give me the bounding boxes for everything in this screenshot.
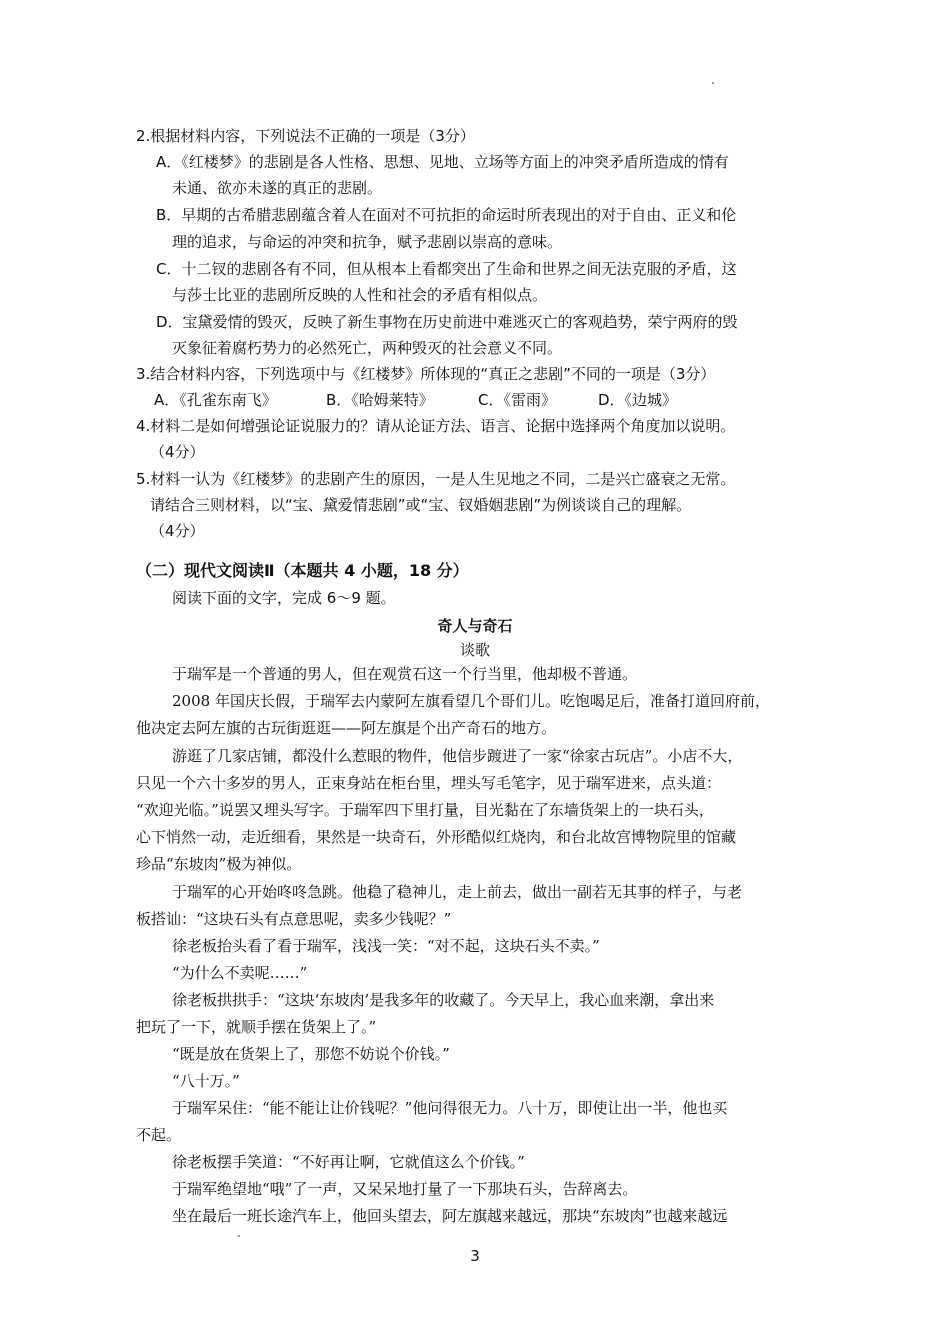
q2-option-d-line1: D．宝黛爱情的毁灭，反映了新生事物在历史前进中难逃灭亡的客观趋势，荣宁两府的毁 xyxy=(156,313,738,331)
q3-option-c: C．《雷雨》 xyxy=(478,391,556,409)
q5-line3: （4分） xyxy=(150,522,205,540)
story-line: 2008 年国庆长假，于瑞军去内蒙阿左旗看望几个哥们儿。吃饱喝足后，准备打道回府前， xyxy=(172,692,770,710)
section-instruction: 阅读下面的文字，完成 6～9 题。 xyxy=(172,589,396,607)
story-line: 徐老板抬头看了看于瑞军，浅浅一笑：“对不起，这块石头不卖。” xyxy=(172,937,600,955)
page-number: 3 xyxy=(470,1247,480,1265)
q2-stem: 2.根据材料内容，下列说法不正确的一项是（3分） xyxy=(136,127,475,145)
story-title: 奇人与奇石 xyxy=(437,617,513,635)
q3-option-d: D．《边城》 xyxy=(598,391,678,409)
story-line: 板搭讪：“这块石头有点意思呢，卖多少钱呢？” xyxy=(136,910,452,928)
scan-dot-top xyxy=(712,82,714,84)
story-line: “为什么不卖呢……” xyxy=(172,964,308,982)
story-line: 游逛了几家店铺，都没什么惹眼的物件，他信步踱进了一家“徐家古玩店”。小店不大， xyxy=(172,747,743,765)
q3-stem: 3.结合材料内容，下列选项中与《红楼梦》所体现的“真正之悲剧”不同的一项是（3分） xyxy=(136,365,716,383)
story-line: 不起。 xyxy=(136,1126,182,1144)
story-author: 谈歌 xyxy=(459,641,490,659)
q2-option-c-line2: 与莎士比亚的悲剧所反映的人性和社会的矛盾有相似点。 xyxy=(172,286,548,304)
story-line: 坐在最后一班长途汽车上，他回头望去，阿左旗越来越远，那块“东坡肉”也越来越远 xyxy=(172,1207,728,1225)
q2-option-b-line2: 理的追求，与命运的冲突和抗争，赋予悲剧以崇高的意味。 xyxy=(172,233,563,251)
story-line: 珍品“东坡肉”极为神似。 xyxy=(136,855,302,873)
story-line: “既是放在货架上了，那您不妨说个价钱。” xyxy=(172,1045,450,1063)
story-line: “欢迎光临。”说罢又埋头写字。于瑞军四下里打量，目光黏在了东墙货架上的一块石头， xyxy=(136,801,714,819)
q2-option-a-line1: A．《红楼梦》的悲剧是各人性格、思想、见地、立场等方面上的冲突矛盾所造成的情有 xyxy=(156,153,729,171)
story-line: 只见一个六十多岁的男人，正束身站在柜台里，埋头写毛笔字，见于瑞军进来，点头道： xyxy=(136,774,722,792)
story-line: 把玩了一下，就顺手摆在货架上了。” xyxy=(136,1018,377,1036)
q3-option-b: B．《哈姆莱特》 xyxy=(326,391,434,409)
scan-dot-bottom xyxy=(238,1235,240,1237)
q5-line2: 请结合三则材料，以“宝、黛爱情悲剧”或“宝、钗婚姻悲剧”为例谈谈自己的理解。 xyxy=(150,496,692,514)
q2-option-b-line1: B．早期的古希腊悲剧蕴含着人在面对不可抗拒的命运时所表现出的对于自由、正义和伦 xyxy=(156,206,737,224)
story-line: 徐老板拱拱手：“这块‘东坡肉’是我多年的收藏了。今天早上，我心血来潮，拿出来 xyxy=(172,991,715,1009)
section-heading: （二）现代文阅读Ⅱ（本题共 4 小题，18 分） xyxy=(136,561,469,580)
q5-line1: 5.材料一认为《红楼梦》的悲剧产生的原因，一是人生见地之不同，二是兴亡盛衰之无常。 xyxy=(136,470,736,488)
story-line: 于瑞军绝望地“哦”了一声，又呆呆地打量了一下那块石头，告辞离去。 xyxy=(172,1180,638,1198)
story-line: “八十万。” xyxy=(172,1072,240,1090)
story-line: 心下悄然一动，走近细看，果然是一块奇石，外形酷似红烧肉，和台北故宫博物院里的馆藏 xyxy=(136,828,737,846)
q2-option-c-line1: C．十二钗的悲剧各有不同，但从根本上看都突出了生命和世界之间无法克服的矛盾，这 xyxy=(156,260,737,278)
q2-option-a-line2: 未通、欲亦未遂的真正的悲剧。 xyxy=(172,179,383,197)
story-line: 他决定去阿左旗的古玩街逛逛——阿左旗是个出产奇石的地方。 xyxy=(136,719,557,737)
q2-option-d-line2: 灭象征着腐朽势力的必然死亡，两种毁灭的社会意义不同。 xyxy=(172,339,563,357)
story-line: 于瑞军呆住：“能不能让让价钱呢？”他问得很无力。八十万，即使让出一半，他也买 xyxy=(172,1099,728,1117)
story-line: 于瑞军的心开始咚咚急跳。他稳了稳神儿，走上前去，做出一副若无其事的样子，与老 xyxy=(172,883,743,901)
q4-line2: （4分） xyxy=(150,443,205,461)
q4-line1: 4.材料二是如何增强论证说服力的？请从论证方法、语言、论据中选择两个角度加以说明。 xyxy=(136,417,736,435)
story-line: 于瑞军是一个普通的男人，但在观赏石这一个行当里，他却极不普通。 xyxy=(172,665,638,683)
q3-option-a: A．《孔雀东南飞》 xyxy=(154,391,277,409)
story-line: 徐老板摆手笑道：“不好再让啊，它就值这么个价钱。” xyxy=(172,1153,525,1171)
